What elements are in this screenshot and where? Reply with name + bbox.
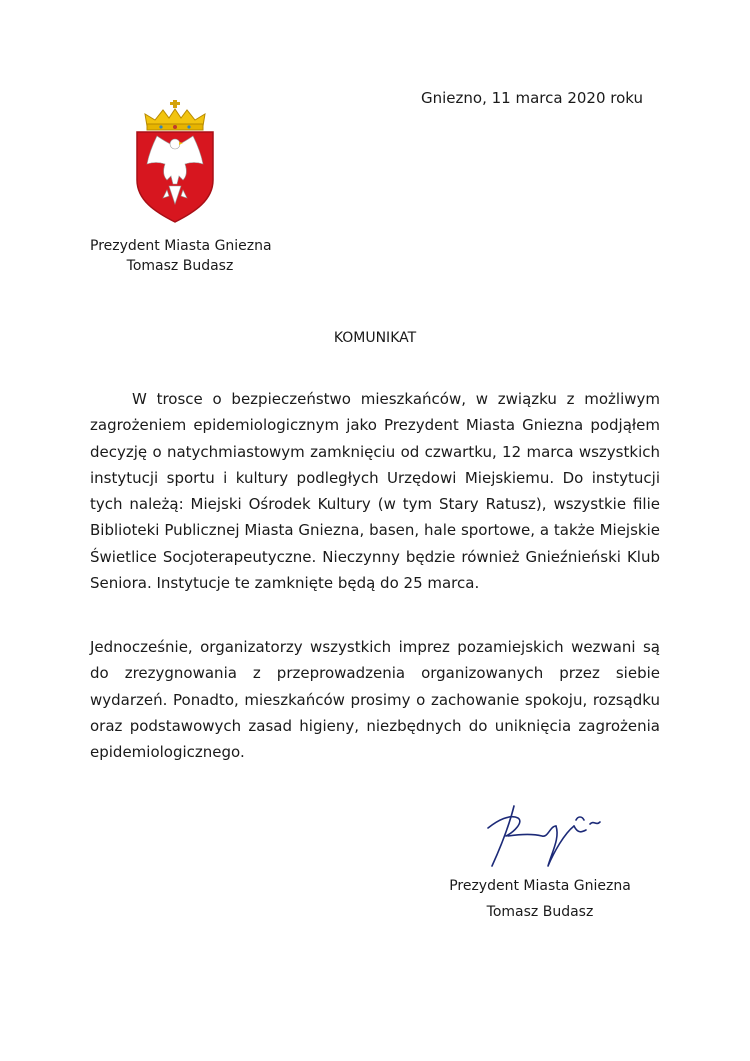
closing-name: Tomasz Budasz <box>486 904 594 920</box>
handwritten-signature <box>478 796 618 876</box>
body-paragraph: W trosce o bezpieczeństwo mieszkańców, w związku z możliwym zagrożeniem epidemiologicznym jako Prezydent Miasta Gniezna podjąłem decyzję o natychmiastowym zamknięciu od czwartku, 12 marca wszystkich instytucji sportu i kultury podległych Urzędowi Miejskiemu. Do instytucji tych należą: Miejski Ośrodek Kultury (w tym Stary Ratusz), wszystkie filie Biblioteki Publicznej Miasta Gniezna, basen, hale sportowe, a także Miejskie Świetlice Socjoterapeutyczne. Nieczynny będzie również Gnieźnieński Klub Seniora. Instytucje te zamknięte będą do 25 marca. <box>90 390 660 593</box>
crown-icon <box>145 100 205 130</box>
closing-title: Prezydent Miasta Gniezna <box>449 878 631 894</box>
issuer-name: Tomasz Budasz <box>126 258 234 274</box>
document-heading: KOMUNIKAT <box>333 330 417 346</box>
body-paragraph: Jednocześnie, organizatorzy wszystkich imprez pozamiejskich wezwani są do zrezygnowania z przeprowadzenia organizowanych przez siebie wydarzeń. Ponadto, mieszkańców prosimy o zachowanie spokoju, rozsądku oraz podstawowych zasad higieny, niezbędnych do uniknięcia zagrożenia epidemiologicznego. <box>90 638 660 762</box>
coat-of-arms-icon <box>133 100 217 224</box>
date-line: Gniezno, 11 marca 2020 roku <box>421 89 644 107</box>
issuer-title: Prezydent Miasta Gniezna <box>90 238 272 254</box>
